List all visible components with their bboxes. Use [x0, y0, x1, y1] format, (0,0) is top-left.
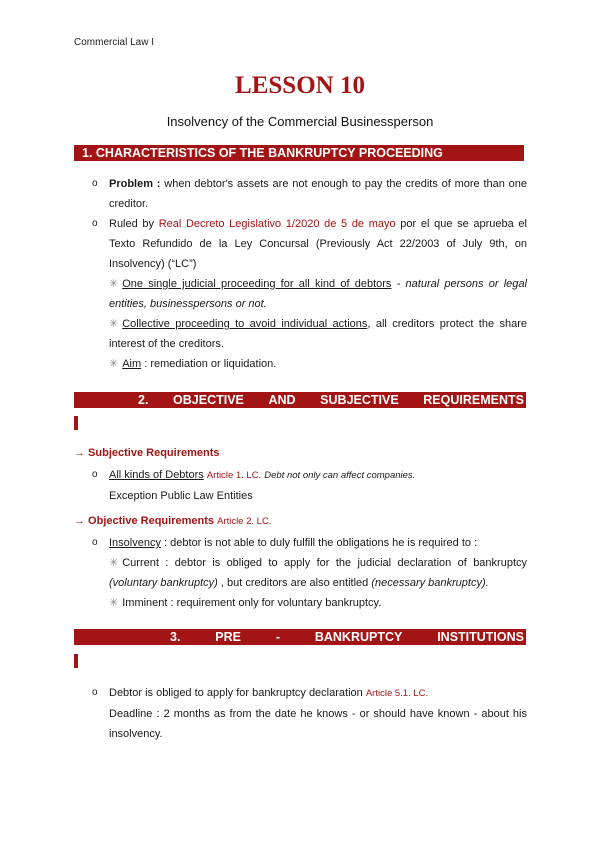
insolvency-text: : debtor is not able to duly fulfill the obligations he is required to :: [164, 537, 478, 549]
bullet-icon: o: [92, 537, 98, 548]
section-1-body: [92, 174, 527, 374]
lesson-subtitle: Insolvency of the Commercial Businessperson: [166, 114, 434, 129]
imminent-text: : requirement only for voluntary bankruptcy.: [170, 597, 382, 609]
heading-word: INSTITUTIONS: [437, 630, 524, 644]
ruled-prefix: Ruled by: [109, 218, 155, 230]
current-label: Current: [122, 557, 159, 569]
sub2-underlined: Collective proceeding to avoid individual actions: [122, 318, 368, 330]
sub-item-imminent: [92, 593, 527, 613]
exception-label: Exception: [109, 490, 158, 502]
problem-text: when debtor's assets are not enough to pay the credits of more than one creditor.: [109, 178, 527, 210]
current-text: : debtor is obliged to apply for the judicial declaration of bankruptcy: [165, 557, 527, 569]
sub-item-aim: [92, 354, 527, 374]
obliged-article: Article 5.1. LC.: [365, 688, 429, 699]
list-item-problem: [92, 174, 527, 214]
debtors-note: Debt not only can affect companies.: [264, 470, 416, 481]
heading-continuation-mark: [74, 416, 78, 430]
debtors-underlined: All kinds of Debtors: [109, 469, 204, 481]
subjective-requirements-heading: → Subjective Requirements: [74, 447, 220, 459]
heading-word: BANKRUPTCY: [314, 630, 403, 644]
list-item-obliged: [92, 683, 527, 704]
exception-line: [92, 486, 527, 506]
heading-word: PRE: [215, 630, 241, 644]
asterisk-icon: ✳: [109, 557, 119, 569]
running-head: Commercial Law I: [74, 37, 155, 48]
asterisk-icon: ✳: [109, 318, 119, 330]
bullet-icon: o: [92, 469, 98, 480]
objective-article: Article 2. LC.: [217, 516, 272, 527]
sub1-text: - natural persons or legal entities, businesspersons or not.: [109, 278, 527, 310]
bullet-icon: o: [92, 218, 98, 229]
heading-word: 3.: [170, 630, 181, 644]
deadline-line: Deadline : 2 months as from the date he knows - or should have known - about his insolvency.: [109, 708, 527, 740]
current-italic-2: (necessary bankruptcy).: [371, 577, 489, 589]
bullet-icon: o: [92, 687, 98, 698]
exception-text: Public Law Entities: [160, 490, 253, 502]
sub-item-current: [92, 553, 527, 593]
current-text-2: , but creditors are also entitled: [220, 577, 369, 589]
obliged-text: Debtor is obliged to apply for bankruptcy declaration: [109, 687, 363, 699]
objective-head: → Objective Requirements: [74, 515, 214, 527]
asterisk-icon: ✳: [109, 597, 119, 609]
heading-word: OBJECTIVE: [173, 393, 244, 407]
imminent-label: Imminent: [122, 597, 168, 609]
list-item-insolvency: [92, 533, 527, 553]
ruled-text: por el que se aprueba el Texto Refundido de la Ley Concursal (Previously Act 22/2003 of July 9th, on Insolvency) (“LC”): [109, 218, 527, 270]
section-3-body: [92, 683, 527, 744]
heading-continuation-mark: [74, 654, 78, 668]
sub-item-collective-proceeding: [92, 314, 527, 354]
section-3-heading: [74, 629, 526, 645]
ruled-link[interactable]: Real Decreto Legislativo 1/2020 de 5 de mayo: [158, 218, 396, 230]
subjective-body: [92, 465, 527, 506]
objective-requirements-heading: [74, 515, 271, 527]
insolvency-underlined: Insolvency: [109, 537, 161, 549]
objective-body: [92, 533, 527, 613]
sub3-underlined: Aim: [122, 358, 142, 370]
heading-word: -: [275, 630, 280, 644]
asterisk-icon: ✳: [109, 278, 119, 290]
sub3-text: : remediation or liquidation.: [144, 358, 277, 370]
heading-word: REQUIREMENTS: [423, 393, 524, 407]
list-item-ruled-by: [92, 214, 527, 274]
section-1-heading: 1. CHARACTERISTICS OF THE BANKRUPTCY PROCEEDING: [74, 145, 524, 161]
lesson-title: LESSON 10: [235, 72, 365, 99]
debtors-article: Article 1. LC.: [206, 470, 262, 481]
section-2-heading: [74, 392, 526, 408]
heading-word: 2.: [138, 393, 149, 407]
current-italic-1: (voluntary bankruptcy): [109, 577, 218, 589]
heading-word: SUBJECTIVE: [320, 393, 399, 407]
asterisk-icon: ✳: [109, 358, 119, 370]
bullet-icon: o: [92, 178, 98, 189]
list-item-debtors: [92, 465, 527, 486]
sub-item-single-proceeding: [92, 274, 527, 314]
sub2-text: , all creditors protect the share interest of the creditors.: [109, 318, 527, 350]
sub1-underlined: One single judicial proceeding for all kind of debtors: [122, 278, 392, 290]
heading-word: AND: [268, 393, 296, 407]
problem-label: Problem :: [109, 178, 161, 190]
